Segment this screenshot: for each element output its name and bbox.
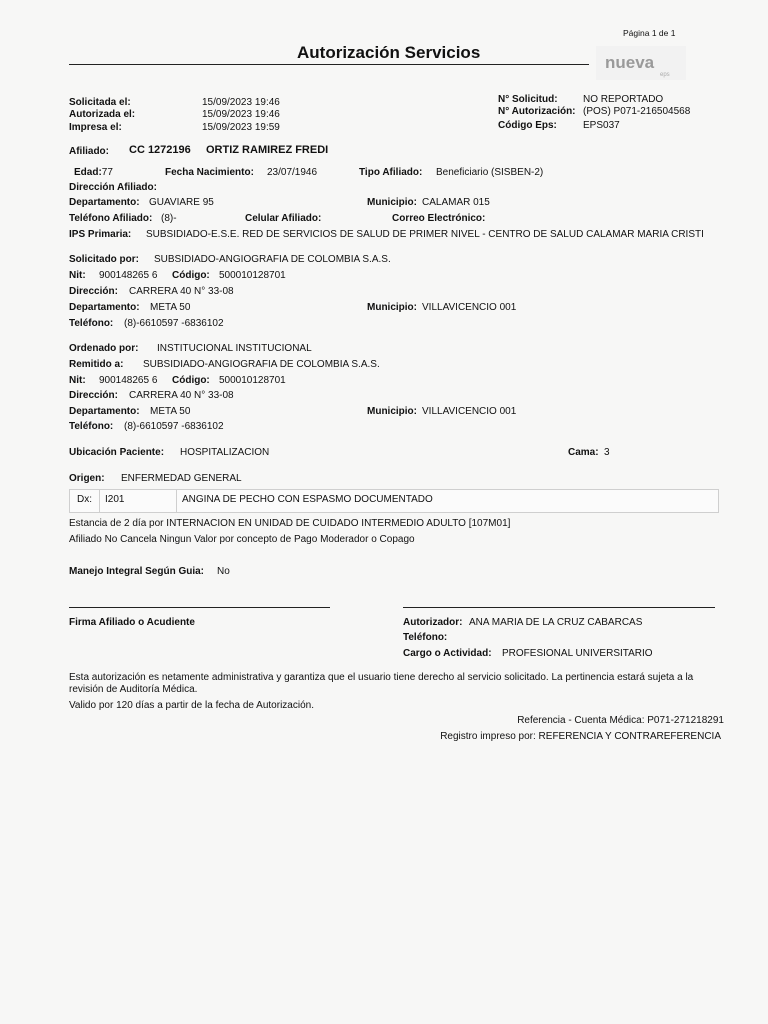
ordenado-municipio-value: VILLAVICENCIO 001 xyxy=(422,406,517,417)
ips-primaria-value: SUBSIDIADO-E.S.E. RED DE SERVICIOS DE SALUD DE PRIMER NIVEL - CENTRO DE SALUD CALAMAR MARIA CRISTI xyxy=(146,229,704,240)
disclaimer-line-2: revisión de Auditoría Médica. xyxy=(69,684,198,695)
tipo-afiliado-value: Beneficiario (SISBEN-2) xyxy=(436,167,544,178)
cama-label: Cama: xyxy=(568,447,599,458)
origen-value: ENFERMEDAD GENERAL xyxy=(121,473,242,484)
solicitada-label: Solicitada el: xyxy=(69,97,131,108)
logo-wordmark: nueva xyxy=(605,53,655,72)
codigo-eps-label: Código Eps: xyxy=(498,120,557,131)
ordenado-municipio-label: Municipio: xyxy=(367,406,417,417)
cargo-value: PROFESIONAL UNIVERSITARIO xyxy=(502,648,653,659)
solicitado-nit-value: 900148265 6 xyxy=(99,270,158,281)
solicitado-telefono-value: (8)-6610597 -6836102 xyxy=(124,318,224,329)
dx-separator xyxy=(99,490,100,512)
afiliado-label: Afiliado: xyxy=(69,146,109,157)
dx-code: I201 xyxy=(105,494,125,505)
ordenado-por-value: INSTITUCIONAL INSTITUCIONAL xyxy=(157,343,312,354)
signature-line-right xyxy=(403,607,715,608)
ordenado-nit-label: Nit: xyxy=(69,375,86,386)
direccion-afiliado-label: Dirección Afiliado: xyxy=(69,182,157,193)
manejo-integral-label: Manejo Integral Según Guia: xyxy=(69,566,205,577)
celular-afiliado-label: Celular Afiliado: xyxy=(245,213,322,224)
ordenado-direccion-value: CARRERA 40 N° 33-08 xyxy=(129,390,234,401)
solicitado-nit-label: Nit: xyxy=(69,270,86,281)
autorizacion-label: N° Autorización: xyxy=(498,106,576,117)
cargo-label: Cargo o Actividad: xyxy=(403,648,492,659)
solicitado-codigo-value: 500010128701 xyxy=(219,270,286,281)
solicitado-direccion-label: Dirección: xyxy=(69,286,118,297)
diagnosis-box xyxy=(69,489,719,513)
page-number: Página 1 de 1 xyxy=(623,28,676,38)
autorizador-label: Autorizador: xyxy=(403,617,463,628)
remitido-a-label: Remitido a: xyxy=(69,359,124,370)
autorizacion-value: (POS) P071-216504568 xyxy=(583,106,691,117)
solicitado-municipio-label: Municipio: xyxy=(367,302,417,313)
copago-text: Afiliado No Cancela Ningun Valor por concepto de Pago Moderador o Copago xyxy=(69,534,415,545)
ordenado-direccion-label: Dirección: xyxy=(69,390,118,401)
afiliado-doc: CC 1272196 xyxy=(129,144,191,156)
ordenado-por-label: Ordenado por: xyxy=(69,343,139,354)
disclaimer-line-1: Esta autorización es netamente administrativa y garantiza que el usuario tiene derecho al servicio solicitado. La pertinencia estará sujeta a la xyxy=(69,672,694,683)
ordenado-telefono-value: (8)-6610597 -6836102 xyxy=(124,421,224,432)
solicitud-label: N° Solicitud: xyxy=(498,94,558,105)
dx-description: ANGINA DE PECHO CON ESPASMO DOCUMENTADO xyxy=(182,494,433,505)
edad-label: Edad: xyxy=(74,167,102,178)
registro-text: Registro impreso por: REFERENCIA Y CONTRAREFERENCIA xyxy=(440,731,721,742)
fecha-nacimiento-label: Fecha Nacimiento: xyxy=(165,167,254,178)
ordenado-departamento-label: Departamento: xyxy=(69,406,140,417)
autorizada-value: 15/09/2023 19:46 xyxy=(202,109,280,120)
signature-line-left xyxy=(69,607,330,608)
ordenado-codigo-label: Código: xyxy=(172,375,210,386)
nueva-eps-logo xyxy=(596,46,686,80)
impresa-value: 15/09/2023 19:59 xyxy=(202,122,280,133)
document-title: Autorización Servicios xyxy=(297,43,481,62)
referencia-text: Referencia - Cuenta Médica: P071-271218291 xyxy=(517,715,724,726)
manejo-integral-value: No xyxy=(217,566,230,577)
afiliado-municipio-value: CALAMAR 015 xyxy=(422,197,490,208)
title-underline xyxy=(69,64,589,65)
impresa-label: Impresa el: xyxy=(69,122,122,133)
dx-separator xyxy=(176,490,177,512)
validez-text: Valido por 120 días a partir de la fecha de Autorización. xyxy=(69,700,314,711)
ordenado-nit-value: 900148265 6 xyxy=(99,375,158,386)
origen-label: Origen: xyxy=(69,473,105,484)
ubicacion-paciente-value: HOSPITALIZACION xyxy=(180,447,270,458)
solicitado-direccion-value: CARRERA 40 N° 33-08 xyxy=(129,286,234,297)
solicitado-por-label: Solicitado por: xyxy=(69,254,139,265)
ordenado-codigo-value: 500010128701 xyxy=(219,375,286,386)
edad xyxy=(74,167,113,178)
codigo-eps-value: EPS037 xyxy=(583,120,620,131)
ubicacion-paciente-label: Ubicación Paciente: xyxy=(69,447,165,458)
autorizada-label: Autorizada el: xyxy=(69,109,136,120)
autorizador-value: ANA MARIA DE LA CRUZ CABARCAS xyxy=(469,617,643,628)
tipo-afiliado-label: Tipo Afiliado: xyxy=(359,167,423,178)
solicitado-municipio-value: VILLAVICENCIO 001 xyxy=(422,302,517,313)
solicitado-codigo-label: Código: xyxy=(172,270,210,281)
afiliado-departamento-label: Departamento: xyxy=(69,197,140,208)
ips-primaria-label: IPS Primaria: xyxy=(69,229,132,240)
remitido-a-value: SUBSIDIADO-ANGIOGRAFIA DE COLOMBIA S.A.S. xyxy=(143,359,380,370)
solicitado-telefono-label: Teléfono: xyxy=(69,318,114,329)
fecha-nacimiento-value: 23/07/1946 xyxy=(267,167,318,178)
afiliado-municipio-label: Municipio: xyxy=(367,197,417,208)
solicitado-departamento-label: Departamento: xyxy=(69,302,140,313)
cama-value: 3 xyxy=(604,447,610,458)
correo-electronico-label: Correo Electrónico: xyxy=(392,213,486,224)
solicitado-por-value: SUBSIDIADO-ANGIOGRAFIA DE COLOMBIA S.A.S. xyxy=(154,254,391,265)
dx-label: Dx: xyxy=(77,494,92,505)
solicitud-value: NO REPORTADO xyxy=(583,94,664,105)
ordenado-telefono-label: Teléfono: xyxy=(69,421,114,432)
afiliado-name: ORTIZ RAMIREZ FREDI xyxy=(206,144,329,156)
telefono-afiliado-label: Teléfono Afiliado: xyxy=(69,213,153,224)
edad-value: 77 xyxy=(101,167,113,178)
firma-afiliado-label: Firma Afiliado o Acudiente xyxy=(69,617,195,628)
telefono-afiliado-value: (8)- xyxy=(161,213,177,224)
ordenado-departamento-value: META 50 xyxy=(150,406,191,417)
autorizador-telefono-label: Teléfono: xyxy=(403,632,448,643)
logo-sub: eps xyxy=(660,72,670,78)
afiliado-departamento-value: GUAVIARE 95 xyxy=(149,197,214,208)
solicitada-value: 15/09/2023 19:46 xyxy=(202,97,280,108)
solicitado-departamento-value: META 50 xyxy=(150,302,191,313)
estancia-text: Estancia de 2 día por INTERNACION EN UNIDAD DE CUIDADO INTERMEDIO ADULTO [107M01] xyxy=(69,518,511,529)
